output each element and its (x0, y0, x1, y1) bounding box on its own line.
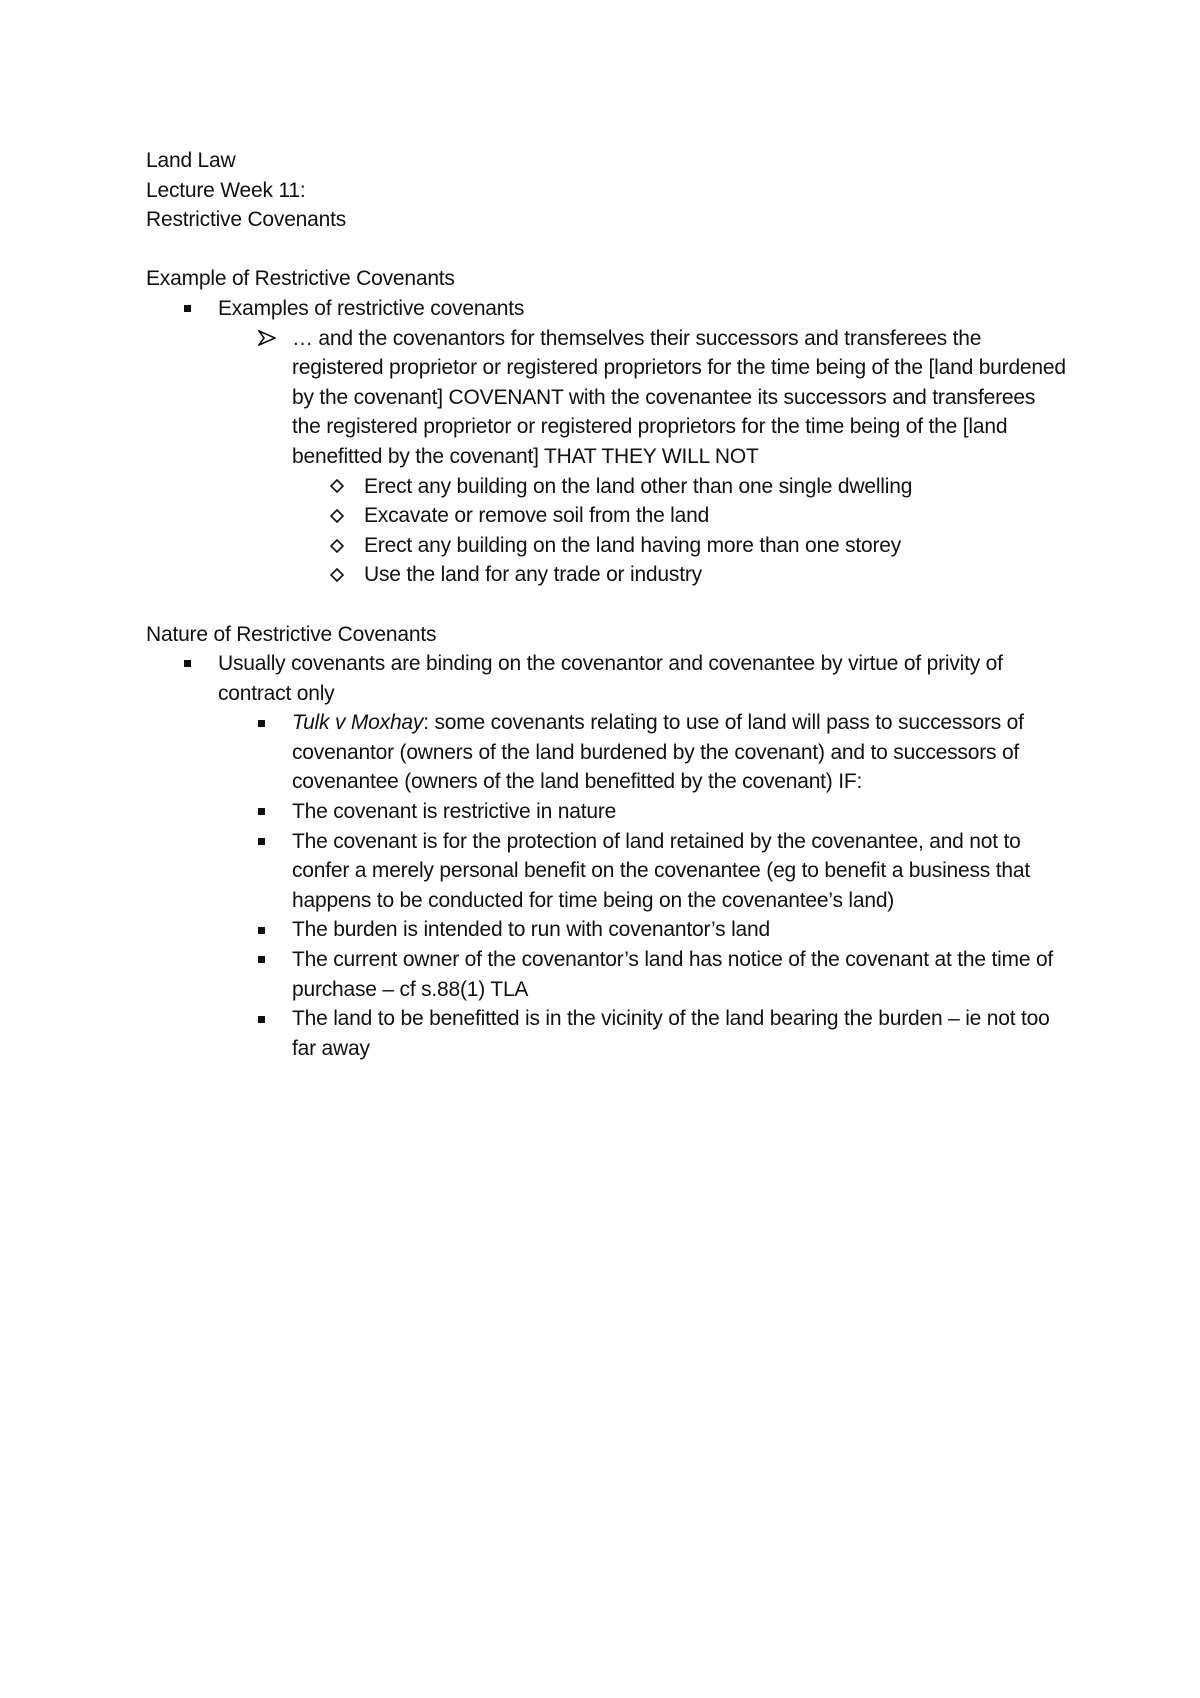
document-body (146, 146, 1066, 1063)
course-title: Land Law (146, 149, 236, 172)
bullet-text: Examples of restrictive covenants (218, 296, 525, 320)
list-item (146, 827, 1066, 916)
square-bullet-icon (258, 1004, 265, 1034)
list-item (146, 560, 1066, 590)
bullet-text: Usually covenants are binding on the covenantor and covenantee by virtue of privity of contract only (218, 652, 1003, 705)
condition-text: The current owner of the covenantor’s land has notice of the covenant at the time of purchase – cf s.88(1) TLA (292, 948, 1054, 1001)
restriction-text: Use the land for any trade or industry (364, 563, 702, 587)
list-item (146, 708, 1066, 797)
condition-text: The land to be benefitted is in the vicinity of the land bearing the burden – ie not too far away (292, 1007, 1050, 1060)
list-item (146, 915, 1066, 945)
list-item (146, 1004, 1066, 1063)
list-item (146, 324, 1066, 472)
covenant-clause-text: … and the covenantors for themselves their successors and transferees the registered proprietor or registered proprietors for the time being of the [land burdened by the covenant] COVENANT with the covenantee its successors and transferees the registered proprietor or registered proprietors for the time being of the [land benefitted by the covenant] THAT THEY WILL NOT (292, 326, 1066, 468)
list-item (146, 797, 1066, 827)
restriction-text: Erect any building on the land other than one single dwelling (364, 474, 913, 498)
square-bullet-icon (258, 827, 265, 857)
diamond-bullet-icon (330, 501, 344, 531)
arrow-bullet-icon (258, 324, 276, 354)
section-heading-nature: Nature of Restrictive Covenants (146, 622, 437, 646)
condition-text: The burden is intended to run with covenantor’s land (292, 918, 770, 942)
diamond-bullet-icon (330, 472, 344, 502)
restriction-text: Erect any building on the land having more than one storey (364, 533, 902, 557)
square-bullet-icon (258, 945, 265, 975)
restriction-text: Excavate or remove soil from the land (364, 504, 710, 528)
condition-text: The covenant is for the protection of land retained by the covenantee, and not to confer a merely personal benefit on the covenantee (eg to benefit a business that happens to be conducted for time being on the covenantee’s land) (292, 829, 1030, 912)
list-item (146, 649, 1066, 708)
square-bullet-icon (184, 294, 191, 324)
case-name: Tulk v Moxhay (292, 711, 424, 735)
list-item (146, 945, 1066, 1004)
condition-text: The covenant is restrictive in nature (292, 800, 617, 824)
list-item (146, 472, 1066, 502)
spacer (146, 235, 1066, 265)
spacer (146, 590, 1066, 620)
lecture-title: Lecture Week 11: (146, 178, 306, 202)
square-bullet-icon (258, 915, 265, 945)
list-item (146, 501, 1066, 531)
square-bullet-icon (184, 649, 191, 679)
list-item (146, 294, 1066, 324)
square-bullet-icon (258, 797, 265, 827)
topic-title: Restrictive Covenants (146, 208, 347, 232)
diamond-bullet-icon (330, 560, 344, 590)
section-heading-examples: Example of Restrictive Covenants (146, 267, 455, 291)
case-text: : some covenants relating to use of land will pass to successors of covenantor (owners of the land burdened by the covenant) and to successors of covenantee (owners of the land benefitted by the covenant) IF: (292, 711, 1024, 794)
list-item (146, 531, 1066, 561)
square-bullet-icon (258, 708, 265, 738)
diamond-bullet-icon (330, 531, 344, 561)
